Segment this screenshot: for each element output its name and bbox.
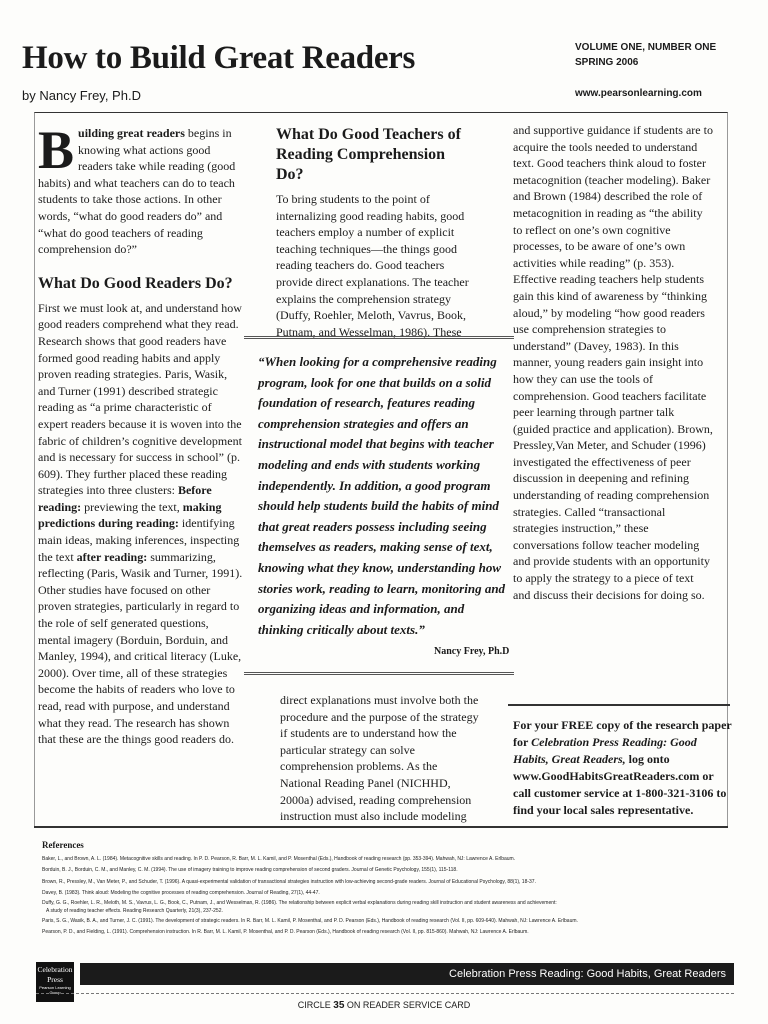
reference-item: Davey, B. (1983). Think aloud: Modeling the cognitive processes of reading comprehension. Journal of Reading, 27(1), 44-47. bbox=[42, 890, 320, 896]
issue-info bbox=[575, 40, 716, 70]
strategy-before: Before reading: bbox=[38, 483, 212, 514]
reference-item: Paris, S. G., Wasik, B. A., and Turner, J. C. (1991). The development of strategic readers. In R. Barr, M. L. Kamil, P. Mosenthal, and P. D. Pearson (Eds.), Handbook of reading research (Vol. II, pp. 609-640). Mahwah, NJ: Lawrence A. Erlbaum. bbox=[42, 917, 578, 924]
reader-service-number: 35 bbox=[333, 1000, 345, 1011]
strategy-during: making predictions during reading: bbox=[38, 499, 222, 531]
section-heading-teachers: What Do Good Teachers of Reading Comprehension Do? bbox=[276, 126, 461, 183]
strategy-after: after reading: bbox=[76, 549, 148, 564]
column-2 bbox=[276, 125, 476, 340]
promo-contact[interactable]: log onto www.GoodHabitsGreatReaders.com or call customer service at 1-800-321-3106 to find your local sales representative. bbox=[513, 752, 727, 817]
circle-prefix: CIRCLE bbox=[297, 1000, 334, 1010]
intro-paragraph bbox=[38, 120, 243, 258]
teachers-paragraph: To bring students to the point of internalizing good reading habits, good teachers employ a number of explicit teaching techniques—the things good reading teachers do. Good teachers provide direct explanations. The teacher explains the comprehension strategy (Duffy, Roehler, Meloth, Vavrus, Book, Putnam, and Wesselman, 1986). These bbox=[276, 192, 469, 339]
footer-rule bbox=[36, 993, 734, 994]
body-text: First we must look at, and understand how good readers comprehend what they read. Research shows that good readers have formed good reading habits and apply proven reading strategies. Paris, Wasik, and Turner (1991) described strategic reading as “a prime characteristic of expert readers because it is woven into the fabric of children’s cognitive development and is necessary for success in school” (p. 609). They further placed these reading strategies into three clusters: bbox=[38, 300, 242, 498]
byline: by Nancy Frey, Ph.D bbox=[22, 88, 141, 103]
column-2-continued: direct explanations must involve both the procedure and the purpose of the strategy if students are to understand how the particular strategy can solve comprehension problems. As the National Reading Panel (NICHHD, 2000a) advised, reading comprehension instruction must also include modeling bbox=[280, 693, 479, 824]
intro-bold: uilding great readers bbox=[78, 126, 185, 140]
pull-quote: “When looking for a comprehensive reading program, look for one that builds on a solid foundation of research, features reading comprehension strategies and offers an instructional model that begins with teacher modeling and ends with students working independently. In addition, a good program should help students build the habits of mind that great readers possess including seeing themselves as readers, making sense of text, knowing what they know, understanding how stories work, reading to learn, monitoring and organizing ideas and information, and thinking critically about texts.” bbox=[258, 354, 506, 637]
logo-line: Celebration bbox=[37, 965, 73, 974]
promo-title: Celebration Press Reading: Good Habits, Great Readers, bbox=[513, 735, 697, 766]
intro-text: begins in knowing what actions good readers take while reading (good habits) and what teachers can do to teach students to take those actions. In other words, “what do good readers do” and “what do good teachers of reading comprehension do?” bbox=[38, 126, 236, 257]
logo-subtitle: Pearson Learning Group bbox=[39, 985, 71, 995]
references bbox=[42, 840, 732, 939]
section-heading-readers: What Do Good Readers Do? bbox=[38, 274, 233, 292]
pullquote-bottom-rule bbox=[244, 672, 514, 675]
reference-item: A study of reading teacher effects. Reading Research Quarterly, 21(3), 237-252. bbox=[46, 907, 223, 914]
circle-suffix: ON READER SERVICE CARD bbox=[344, 1000, 471, 1010]
body-text: identifying main ideas, making inferences, inspecting the text bbox=[38, 516, 240, 564]
body-text: previewing the text, bbox=[81, 499, 183, 514]
article-title: How to Build Great Readers bbox=[22, 40, 416, 76]
publisher-logo bbox=[36, 962, 74, 1002]
drop-cap: B bbox=[38, 120, 75, 180]
reference-item: Duffy, G. G., Roehler, L. R., Meloth, M. S., Vavrus, L. G., Book, C., Putnam, J., and Wesselman, R. (1986). The relationship between explicit verbal explanations during reading skill instruction and student awareness and achievement: bbox=[42, 899, 557, 906]
volume-label: VOLUME ONE, NUMBER ONE bbox=[575, 42, 717, 53]
reference-item: Borduin, B. J., Borduin, C. M., and Manley, C. M. (1994). The use of imagery training to improve reading comprehension of second graders. Journal of Genetic Psychology, 155(1), 115-118. bbox=[42, 867, 458, 873]
reference-item: Baker, L., and Brown, A. L. (1984). Metacognitive skills and reading. In P. D. Pearson, R. Barr, M. L. Kamil, and P. Mosenthal (Eds.), Handbook of reading research (pp. 353-394). Mahwah, NJ: Lawrence A. Erlbaum. bbox=[42, 855, 516, 862]
column-3: and supportive guidance if students are to acquire the tools needed to understand text. Good teachers think aloud to foster metacognition (teacher modeling). Baker and Brown (1984) described the role of metacognition in reading as “the ability to reflect on one’s own cognitive processes, to be aware of one’s own activities while reading” (p. 353). Effective reading teachers help students gain this kind of awareness by “thinking aloud,” by modeling “how good readers use comprehension strategies to understand” (Davey, 1983). In this manner, young readers gain insight into how they can use the tools of comprehension. Good teachers facilitate peer learning through partner talk (guided practice and application). Brown, Pressley,Van Meter, and Schuder (1996) investigated the effectiveness of peer discussion in deepening and refining understanding of reading comprehension strategies. Called “transactional strategies instruction,” these conversations follow teacher modeling and provide students with an opportunity to apply the strategy to a piece of text and discuss their decisions for doing so. bbox=[513, 123, 713, 602]
references-heading: References bbox=[42, 840, 84, 850]
promo-top-rule bbox=[508, 704, 730, 706]
website-url: www.pearsonlearning.com bbox=[575, 88, 702, 99]
reference-item: Pearson, P. D., and Fielding, L. (1991). Comprehension instruction. In R. Barr, M. L. Kamil, P. Mosenthal, and P. D. Pearson (Eds.), Handbook of reading research (Vol. II, pp. 815-860). Mahwah, NJ: Lawrence A. Erlbaum. bbox=[42, 929, 529, 935]
logo-line: Press bbox=[47, 975, 63, 984]
quote-attribution: Nancy Frey, Ph.D bbox=[434, 646, 510, 657]
pullquote-top-rule bbox=[244, 336, 514, 339]
body-text: summarizing, reflecting (Paris, Wasik and Turner, 1991). Other studies have focused on other proven strategies, particularly in regard to the role of self generated questions, mental imagery (Borduin, Borduin, and Manley, 1994), and critical literacy (Luke, 2000). Over time, all of these strategies become the habits of readers who love to read, read with purpose, and understand what they read. The research has shown that these are the things good readers do. bbox=[38, 549, 243, 747]
season-label: SPRING 2006 bbox=[575, 57, 639, 68]
readers-paragraph bbox=[38, 300, 243, 748]
column-1 bbox=[38, 120, 243, 748]
references-top-rule bbox=[34, 826, 728, 828]
promo-text: For your FREE copy of the research paper for bbox=[513, 718, 732, 749]
promo-box bbox=[513, 717, 733, 819]
reader-service-note bbox=[0, 1000, 768, 1011]
footer-band: Celebration Press Reading: Good Habits, Great Readers bbox=[80, 963, 734, 985]
reference-item: Brown, R., Pressley, M., Van Meter, P., and Schuder, T. (1996). A quasi-experimental validation of transactional strategies instruction with low-achieving second-grade readers. Journal of Educational Psychology, 88(1), 18-37. bbox=[42, 878, 536, 885]
